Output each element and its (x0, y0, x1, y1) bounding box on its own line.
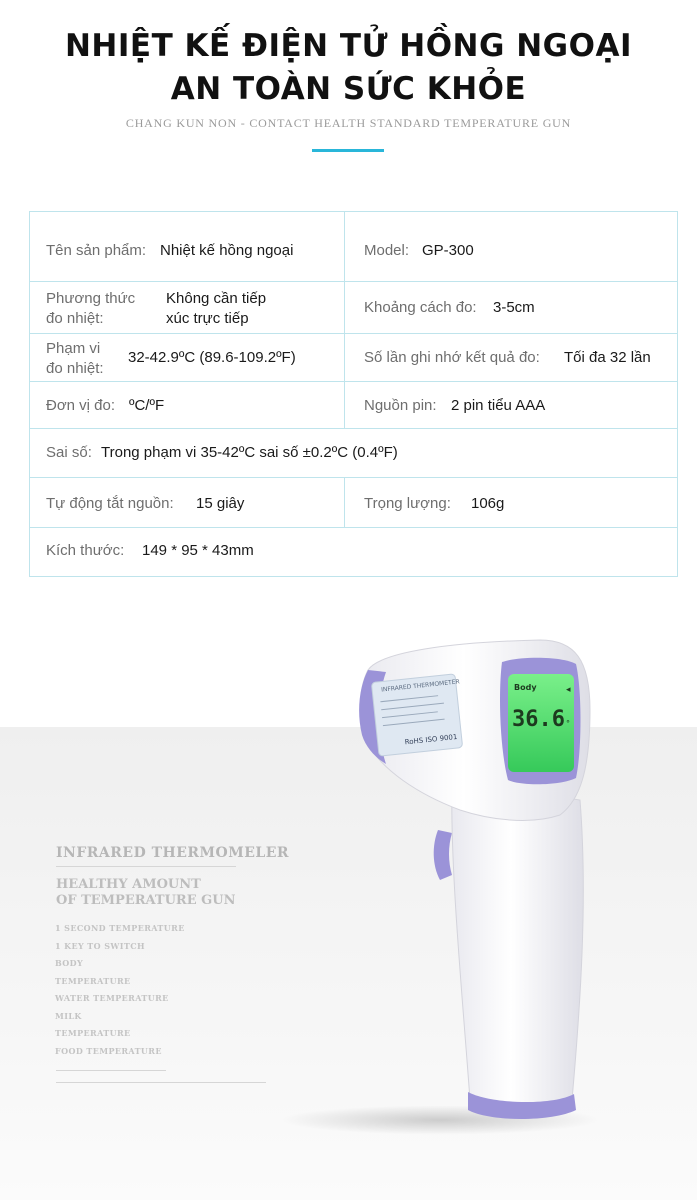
spec-label: Số lần ghi nhớ kết quả đo: (364, 349, 540, 366)
spec-table (29, 211, 678, 577)
trigger (434, 830, 452, 880)
spec-cell-distance (345, 282, 677, 333)
spec-cell-weight (345, 478, 677, 527)
spec-label: Tự động tắt nguồn: (46, 495, 174, 512)
spec-label: Phạm vi (46, 340, 101, 357)
spec-value: GP-300 (422, 242, 474, 259)
spec-label: Đơn vị đo: (46, 397, 116, 414)
display-mode: Body (514, 683, 537, 692)
page-title-line1: NHIỆT KẾ ĐIỆN TỬ HỒNG NGOẠI (64, 28, 633, 64)
spec-cell-memory (345, 334, 677, 381)
spec-cell-size (30, 528, 677, 576)
spec-value: 106g (471, 495, 505, 512)
ad-heading-line1: HEALTHY AMOUNT (56, 877, 201, 892)
ad-feature: 1 SECOND TEMPERATURE (55, 923, 185, 933)
page-header (0, 0, 697, 175)
spec-label: Phương thức (46, 290, 136, 307)
spec-row (30, 429, 677, 478)
spec-cell-error (30, 429, 677, 477)
spec-value: 15 giây (196, 495, 245, 512)
spec-value: 3-5cm (493, 299, 535, 316)
ad-title: INFRARED THERMOMELER (56, 845, 290, 861)
spec-label: đo nhiệt: (46, 310, 104, 327)
ad-feature: TEMPERATURE (55, 976, 131, 986)
spec-cell-unit (30, 382, 345, 428)
spec-row (30, 478, 677, 528)
speaker-icon: ◂ (566, 685, 571, 695)
spec-cell-product-name (30, 212, 345, 281)
ad-feature: WATER TEMPERATURE (55, 993, 169, 1003)
spec-value: ºC/ºF (129, 397, 165, 414)
ad-feature: FOOD TEMPERATURE (55, 1046, 162, 1056)
spec-cell-model (345, 212, 677, 281)
handle (452, 780, 584, 1108)
spec-row (30, 282, 677, 334)
spec-cell-auto-off (30, 478, 345, 527)
spec-row (30, 528, 677, 576)
ad-feature: MILK (55, 1011, 82, 1021)
ad-divider (56, 866, 236, 867)
spec-label: Trọng lượng: (364, 495, 451, 512)
ad-feature: BODY (55, 958, 84, 968)
spec-cell-range (30, 334, 345, 381)
title-accent-divider (312, 149, 384, 152)
spec-label: Khoảng cách đo: (364, 299, 477, 316)
page-title-line2: AN TOÀN SỨC KHỎE (170, 71, 527, 107)
ad-divider (56, 1082, 266, 1083)
spec-value: Không cần tiếp (166, 290, 267, 307)
spec-label: Tên sản phẩm: (46, 242, 147, 259)
thermometer-gun-illustration (340, 630, 620, 1130)
product-photo (0, 600, 697, 1200)
spec-cell-battery (345, 382, 677, 428)
ad-divider (56, 1070, 166, 1071)
spec-row (30, 334, 677, 382)
spec-value: Nhiệt kế hồng ngoại (160, 242, 294, 259)
spec-value: 32-42.9ºC (89.6-109.2ºF) (128, 349, 296, 366)
spec-label: Kích thước: (46, 542, 125, 559)
spec-label: Model: (364, 242, 410, 259)
spec-label: Nguồn pin: (364, 397, 437, 414)
spec-label: Sai số: (46, 444, 92, 461)
spec-value: 2 pin tiểu AAA (451, 397, 546, 414)
page-subtitle: CHANG KUN NON - CONTACT HEALTH STANDARD TEMPERATURE GUN (125, 116, 572, 130)
spec-label: đo nhiệt: (46, 360, 104, 377)
spec-value: 149 * 95 * 43mm (142, 542, 254, 559)
spec-value: Trong phạm vi 35-42ºC sai số ±0.2ºC (0.4ºF) (101, 444, 398, 461)
display-reading: 36.6 (512, 707, 565, 732)
spec-value: Tối đa 32 lần (564, 349, 651, 366)
ad-feature: TEMPERATURE (55, 1028, 131, 1038)
label-cert: RoHS ISO 9001 (404, 732, 458, 747)
spec-row (30, 212, 677, 282)
label-title: INFRARED THERMOMETER (380, 678, 460, 694)
degree-unit-icon: ° (566, 719, 570, 728)
spec-value: xúc trực tiếp (166, 310, 249, 327)
spec-row (30, 382, 677, 429)
spec-cell-method (30, 282, 345, 333)
ad-feature: 1 KEY TO SWITCH (55, 941, 145, 951)
ad-heading-line2: OF TEMPERATURE GUN (56, 893, 236, 908)
